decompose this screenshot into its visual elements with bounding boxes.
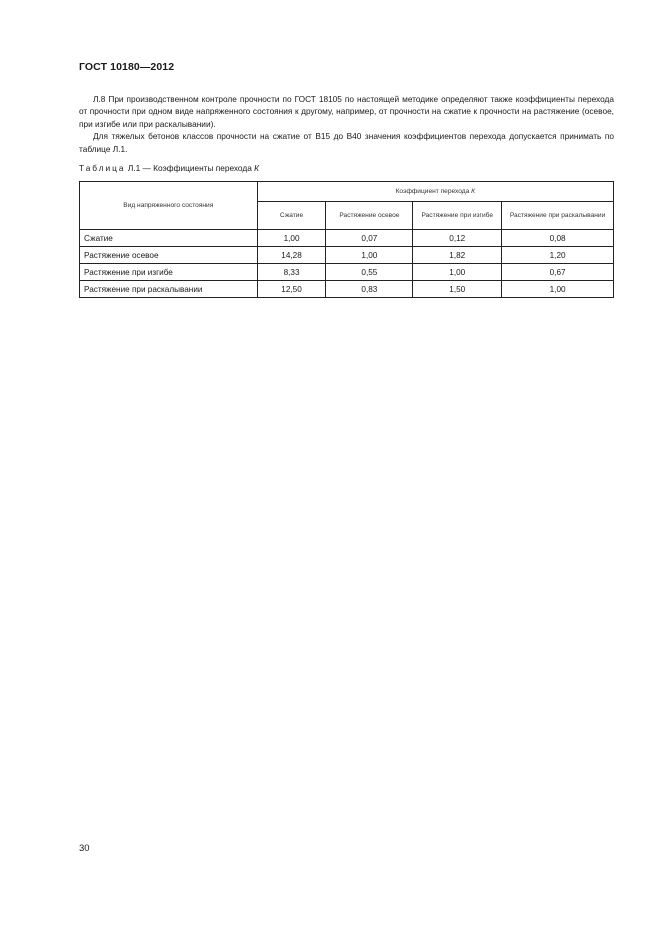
group-header-text: Коэффициент перехода xyxy=(395,187,472,195)
group-header xyxy=(257,182,613,202)
table-cell: 1,82 xyxy=(413,247,502,264)
table-caption-symbol: К xyxy=(254,163,260,173)
table-row xyxy=(80,264,614,281)
table-cell: 0,83 xyxy=(326,281,413,298)
table-cell: 8,33 xyxy=(257,264,326,281)
table-cell: 0,55 xyxy=(326,264,413,281)
paragraph-l8: Л.8 При производственном контроле прочности по ГОСТ 18105 по настоящей методике определяют также коэффициенты перехода от прочности при одном виде напряженного состояния к другому, например, от прочности на сжатие к прочности на растяжение (осевое, при изгибе или при раскалывании). xyxy=(79,94,614,129)
group-header-symbol: К xyxy=(471,187,476,195)
table-cell: 0,12 xyxy=(413,230,502,247)
table-cell: 1,00 xyxy=(502,281,614,298)
table-cell: 1,00 xyxy=(257,230,326,247)
row-label: Растяжение при изгибе xyxy=(80,264,258,281)
row-label: Растяжение осевое xyxy=(80,247,258,264)
table-caption xyxy=(79,163,259,173)
table-cell: 0,07 xyxy=(326,230,413,247)
table-cell: 0,67 xyxy=(502,264,614,281)
table-row xyxy=(80,230,614,247)
table-caption-prefix: Таблица xyxy=(79,163,126,173)
table-cell: 0,08 xyxy=(502,230,614,247)
table-caption-text: Л.1 — Коэффициенты перехода xyxy=(125,163,255,173)
table-cell: 14,28 xyxy=(257,247,326,264)
paragraph-heavy-concrete: Для тяжелых бетонов классов прочности на сжатие от В15 до В40 значения коэффициентов перехода допускается принимать по таблице Л.1. xyxy=(79,131,614,154)
row-label: Сжатие xyxy=(80,230,258,247)
page-number: 30 xyxy=(79,843,90,854)
table-cell: 1,20 xyxy=(502,247,614,264)
column-header: Растяжение осевое xyxy=(326,202,413,230)
table-header-row xyxy=(80,182,614,202)
column-header: Сжатие xyxy=(257,202,326,230)
table-row xyxy=(80,247,614,264)
body-text xyxy=(79,93,614,155)
table-cell: 1,00 xyxy=(413,264,502,281)
table-row xyxy=(80,281,614,298)
document-header: ГОСТ 10180—2012 xyxy=(79,61,175,73)
column-header: Растяжение при раскалывании xyxy=(502,202,614,230)
column-header: Растяжение при изгибе xyxy=(413,202,502,230)
coefficient-table xyxy=(79,181,614,298)
row-label: Растяжение при раскалывании xyxy=(80,281,258,298)
stub-header: Вид напряженного состояния xyxy=(80,182,258,230)
table-cell: 12,50 xyxy=(257,281,326,298)
table-cell: 1,50 xyxy=(413,281,502,298)
table-cell: 1,00 xyxy=(326,247,413,264)
